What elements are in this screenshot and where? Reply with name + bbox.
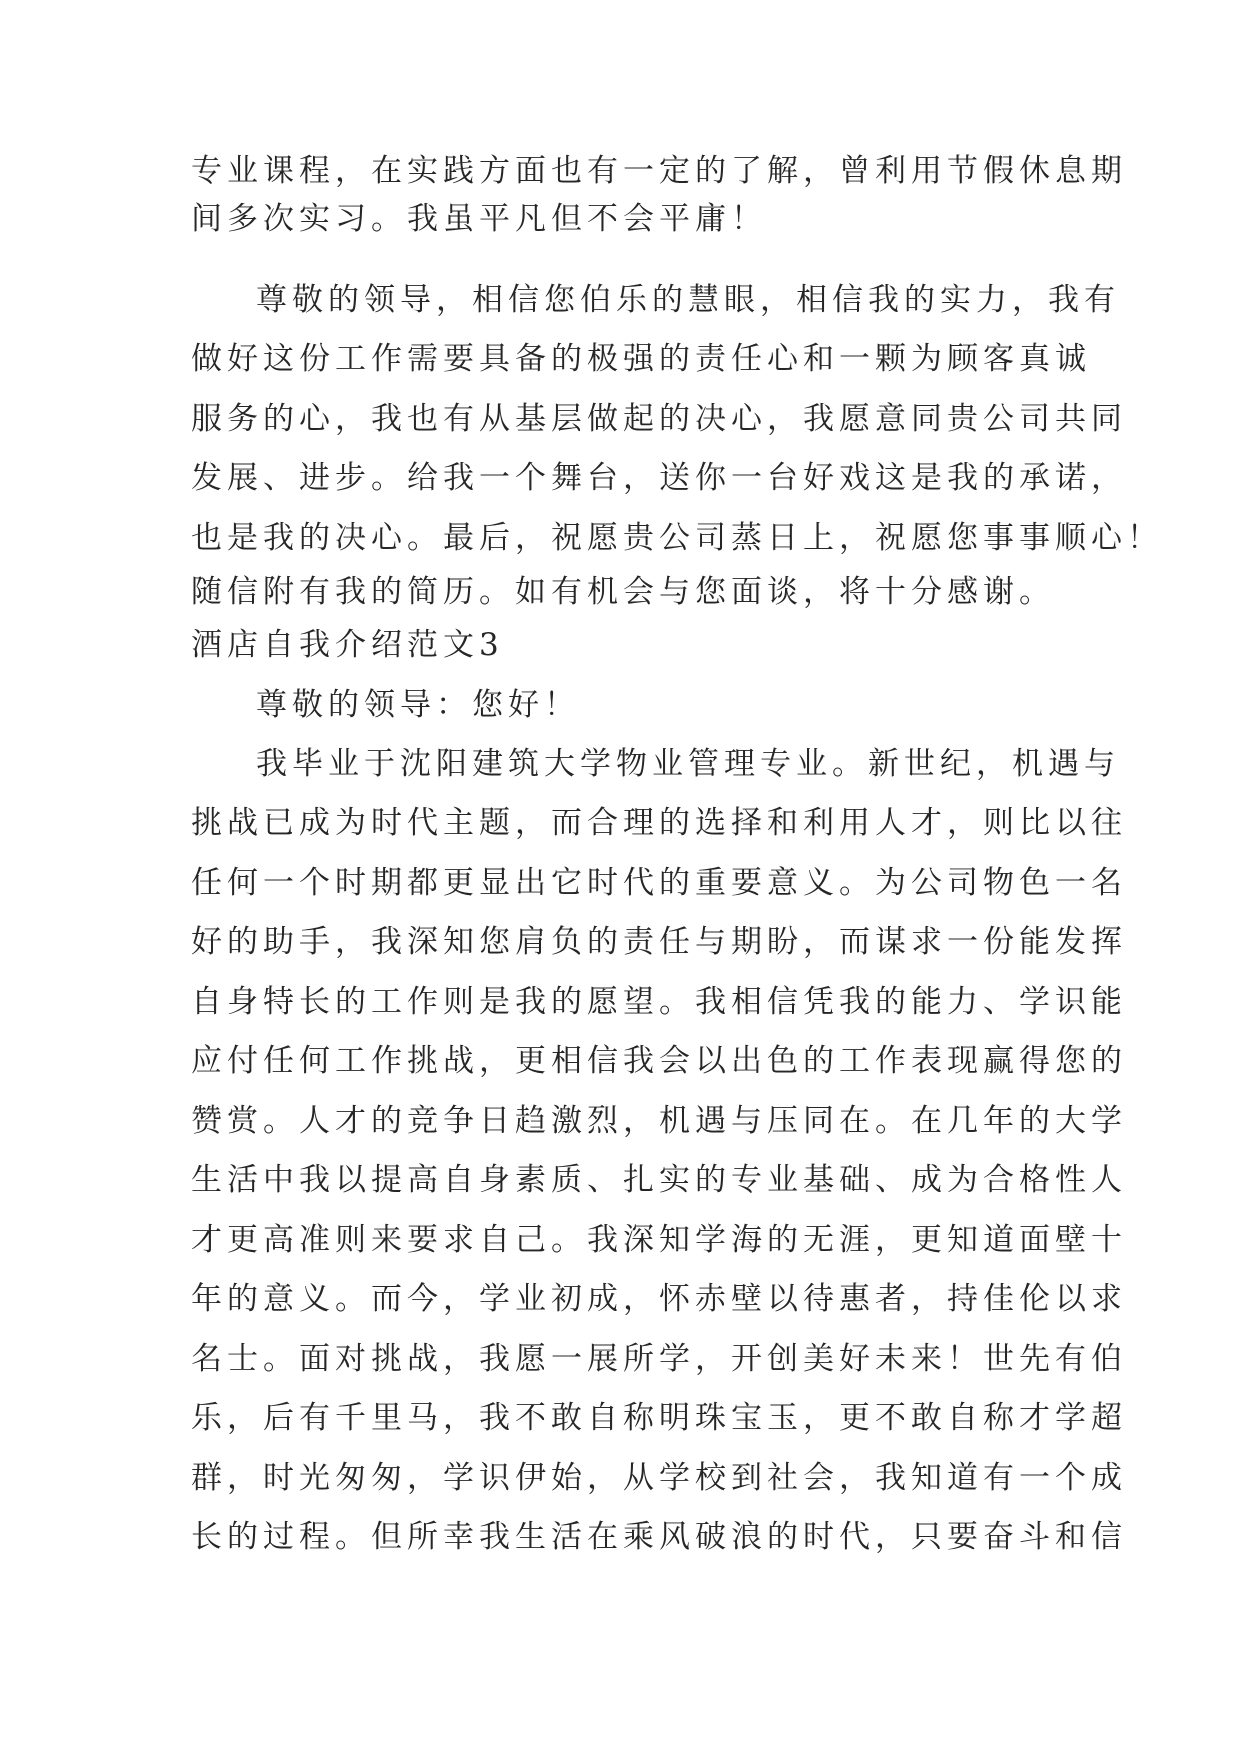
body-line: 随信附有我的简历。如有机会与您面谈，将十分感谢。 [191,574,1055,610]
body-line: 任何一个时期都更显出它时代的重要意义。为公司物色一名 [191,865,1127,901]
body-line: 赞赏。人才的竞争日趋激烈，机遇与压同在。在几年的大学 [191,1103,1127,1139]
body-line: 群，时光匆匆，学识伊始，从学校到社会，我知道有一个成 [191,1460,1127,1496]
body-line: 做好这份工作需要具备的极强的责任心和一颗为顾客真诚 [191,341,1091,377]
body-line: 服务的心，我也有从基层做起的决心，我愿意同贵公司共同 [191,401,1127,437]
body-line: 挑战已成为时代主题，而合理的选择和利用人才，则比以往 [191,805,1127,841]
paragraph-first-line: 我毕业于沈阳建筑大学物业管理专业。新世纪，机遇与 [256,746,1120,782]
body-line: 应付任何工作挑战，更相信我会以出色的工作表现赢得您的 [191,1043,1127,1079]
body-line: 专业课程，在实践方面也有一定的了解，曾利用节假休息期 [191,153,1127,189]
body-line: 间多次实习。我虽平凡但不会平庸！ [191,201,767,237]
body-line: 发展、进步。给我一个舞台，送你一台好戏这是我的承诺， [191,460,1127,496]
body-line: 好的助手，我深知您肩负的责任与期盼，而谋求一份能发挥 [191,924,1127,960]
body-line: 名士。面对挑战，我愿一展所学，开创美好未来！世先有伯 [191,1341,1127,1377]
paragraph-first-line: 尊敬的领导，相信您伯乐的慧眼，相信我的实力，我有 [256,282,1120,318]
section-heading: 酒店自我介绍范文3 [191,627,504,663]
body-line: 也是我的决心。最后，祝愿贵公司蒸日上，祝愿您事事顺心！ [191,520,1163,556]
body-line: 自身特长的工作则是我的愿望。我相信凭我的能力、学识能 [191,984,1127,1020]
body-line: 生活中我以提高自身素质、扎实的专业基础、成为合格性人 [191,1162,1127,1198]
body-line: 年的意义。而今，学业初成，怀赤壁以待惠者，持佳伦以求 [191,1281,1127,1317]
body-line: 长的过程。但所幸我生活在乘风破浪的时代，只要奋斗和信 [191,1519,1127,1555]
salutation: 尊敬的领导：您好！ [256,687,580,723]
body-line: 才更高准则来要求自己。我深知学海的无涯，更知道面壁十 [191,1222,1127,1258]
body-line: 乐，后有千里马，我不敢自称明珠宝玉，更不敢自称才学超 [191,1400,1127,1436]
